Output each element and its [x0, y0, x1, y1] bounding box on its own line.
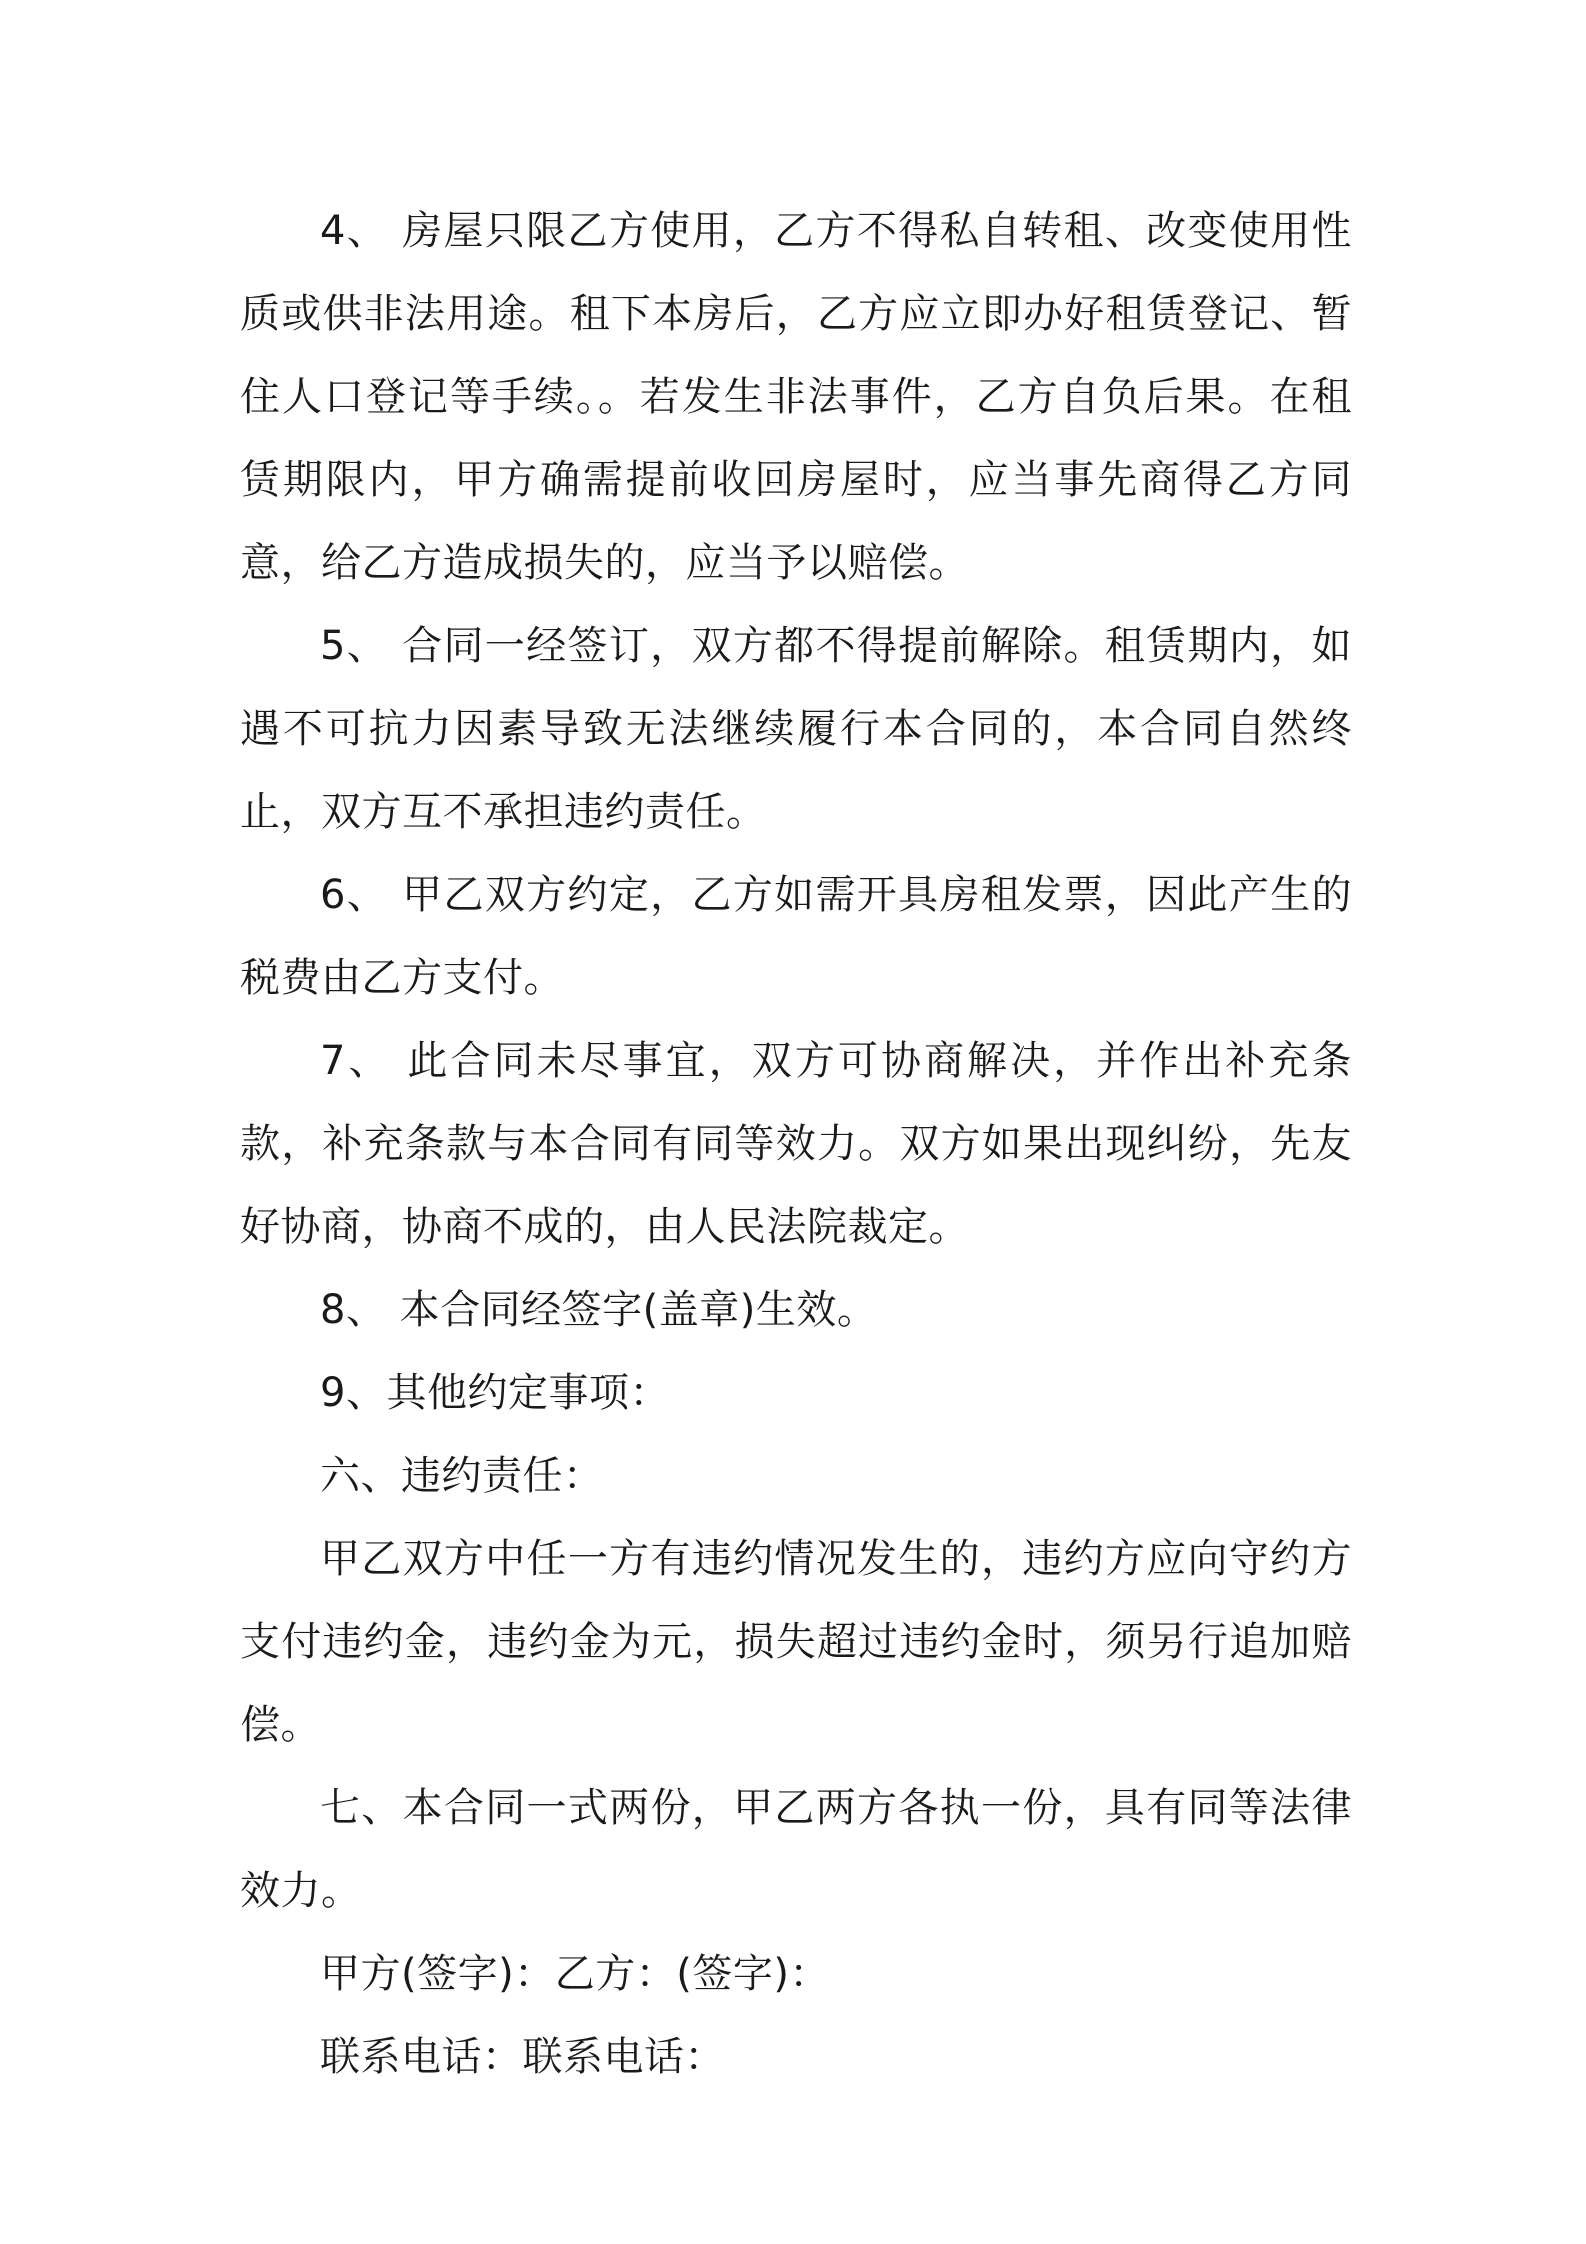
section-copies-paragraph: 七、本合同一式两份，甲乙两方各执一份，具有同等法律效力。: [240, 1785, 1352, 1914]
section-breach-heading: 六、违约责任：: [320, 1453, 604, 1499]
clause-8: 8、 本合同经签字(盖章)生效。: [320, 1287, 878, 1333]
breach-paragraph: 甲乙双方中任一方有违约情况发生的，违约方应向守约方支付违约金，违约金为元，损失超过违约金时，须另行追加赔偿。: [240, 1536, 1352, 1748]
phone-line: 联系电话：联系电话：: [320, 2034, 725, 2080]
clause-4: 4、 房屋只限乙方使用，乙方不得私自转租、改变使用性质或供非法用途。租下本房后，乙方应立即办好租赁登记、暂住人口登记等手续。。若发生非法事件，乙方自负后果。在租赁期限内，甲方确需提前收回房屋时，应当事先商得乙方同意，给乙方造成损失的，应当予以赔偿。: [240, 208, 1352, 586]
clause-6: 6、 甲乙双方约定，乙方如需开具房租发票，因此产生的税费由乙方支付。: [240, 872, 1352, 1001]
clause-9: 9、其他约定事项：: [320, 1370, 670, 1416]
clause-7: 7、 此合同未尽事宜，双方可协商解决，并作出补充条款，补充条款与本合同有同等效力。双方如果出现纠纷，先友好协商，协商不成的，由人民法院裁定。: [240, 1038, 1352, 1250]
clause-5: 5、 合同一经签订，双方都不得提前解除。租赁期内，如遇不可抗力因素导致无法继续履行本合同的，本合同自然终止，双方互不承担违约责任。: [240, 623, 1352, 835]
document-body: [240, 190, 1352, 2099]
signature-line: 甲方(签字)：乙方：(签字)：: [320, 1951, 830, 1997]
